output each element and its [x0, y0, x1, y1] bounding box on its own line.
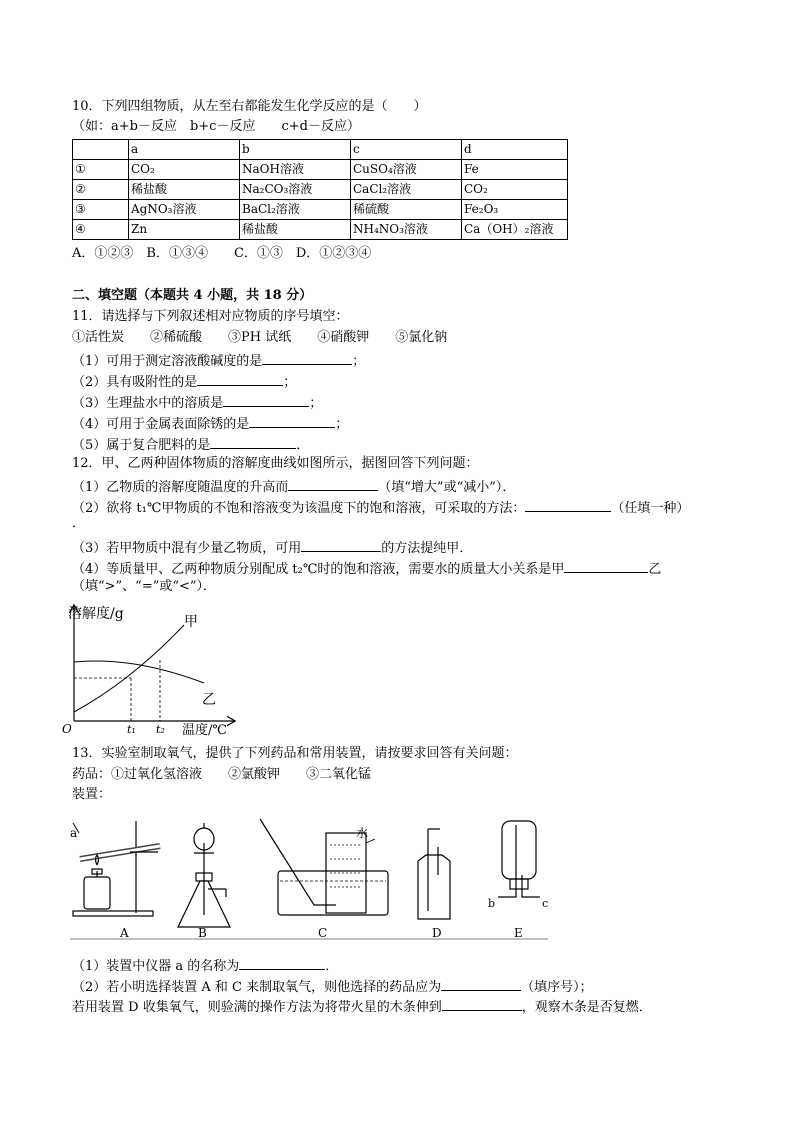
q13-part-1-text: （1）装置中仪器 a 的名称为: [72, 959, 240, 974]
answer-blank[interactable]: [197, 371, 283, 386]
table-cell: NaOH溶液: [240, 160, 351, 180]
q11-item-2-end: ；: [283, 375, 297, 390]
q12-stem: 12．甲、乙两种固体物质的溶解度曲线如图所示，据图回答下列问题：: [72, 456, 479, 471]
table-cell: Ca（OH）₂溶液: [462, 220, 568, 240]
curve-yi: [74, 661, 204, 683]
q13-part-1-end: ．: [325, 959, 339, 974]
table-cell: BaCl₂溶液: [240, 200, 351, 220]
section-title: 二、填空题（本题共 4 小题，共 18 分）: [72, 288, 313, 303]
q13-part-2-text: （2）若小明选择装置 A 和 C 来制取氧气，则他选择的药品应为: [72, 980, 442, 995]
label-E: E: [514, 926, 523, 940]
q11-item-1: [72, 350, 365, 371]
q10-table: [72, 139, 568, 240]
q11-item-4-text: （4）可用于金属表面除锈的是: [72, 417, 250, 432]
table-cell: Zn: [129, 220, 240, 240]
q11-item-4-end: ；: [335, 417, 349, 432]
answer-blank[interactable]: [301, 537, 381, 552]
q12-part-2: [72, 497, 689, 518]
q13-stem: 13．实验室制取氧气，提供了下列药品和常用装置，请按要求回答有关问题：: [72, 746, 518, 761]
answer-blank[interactable]: [441, 976, 521, 991]
q11-item-1-end: ；: [352, 354, 366, 369]
q12-part-2-end: （任填一种）: [611, 501, 690, 516]
label-a: a: [70, 826, 78, 840]
q10-stem: 10．下列四组物质，从左至右都能发生化学反应的是（ ）: [72, 99, 427, 114]
table-cell: 稀盐酸: [240, 220, 351, 240]
table-cell: CO₂: [129, 160, 240, 180]
answer-blank[interactable]: [288, 476, 378, 491]
origin-label: O: [62, 722, 72, 736]
curve-jia-label: 甲: [184, 614, 198, 630]
table-cell: c: [351, 140, 462, 160]
q12-part-1-text: （1）乙物质的溶解度随温度的升高而: [72, 480, 289, 495]
table-cell: 稀硫酸: [351, 200, 462, 220]
table-cell: a: [129, 140, 240, 160]
apparatus-c: [260, 819, 388, 915]
q12-part-2-text: （2）欲将 t₁℃甲物质的不饱和溶液变为该温度下的饱和溶液，可采取的方法：: [72, 501, 526, 516]
label-water: 水: [356, 826, 369, 840]
q12-part-1: [72, 476, 515, 497]
q12-part-2-cont: ．: [72, 516, 86, 531]
t2-label: t₂: [156, 723, 165, 736]
curve-yi-label: 乙: [202, 692, 216, 708]
apparatus-e: [498, 821, 540, 897]
table-row: [73, 220, 568, 240]
q11-choices: ①活性炭 ②稀硫酸 ③PH 试纸 ④硝酸钾 ⑤氯化钠: [72, 330, 448, 345]
q11-item-3: [72, 392, 322, 413]
answer-blank[interactable]: [210, 434, 296, 449]
table-cell: CaCl₂溶液: [351, 180, 462, 200]
label-A: A: [120, 926, 129, 940]
table-row: [73, 160, 568, 180]
label-B: B: [198, 926, 207, 940]
curve-jia: [74, 625, 184, 712]
table-cell: ①: [73, 160, 129, 180]
q13-part-3-text: 若用装置 D 收集氧气，则验满的操作方法为将带火星的木条伸到: [72, 1000, 442, 1015]
label-c-tube: c: [542, 897, 549, 910]
q12-part-1-end: （填“增大”或“减小”）．: [378, 480, 516, 495]
table-cell: 稀盐酸: [129, 180, 240, 200]
table-row: [73, 200, 568, 220]
q10-note: （如：a+b－反应 b+c－反应 c+d－反应）: [72, 119, 360, 134]
table-cell: Fe: [462, 160, 568, 180]
t1-label: t₁: [127, 723, 136, 736]
q11-item-2-text: （2）具有吸附性的是: [72, 375, 198, 390]
table-cell: b: [240, 140, 351, 160]
answer-blank[interactable]: [442, 996, 522, 1011]
table-cell: d: [462, 140, 568, 160]
answer-blank[interactable]: [223, 392, 309, 407]
q10-options: A．①②③ B．①③④ C．①③ D．①②③④: [72, 246, 372, 261]
table-cell: Fe₂O₃: [462, 200, 568, 220]
q13-part-3: [72, 996, 652, 1017]
q11-item-2: [72, 371, 296, 392]
answer-blank[interactable]: [249, 413, 335, 428]
q12-part-3-text: （3）若甲物质中混有少量乙物质，可用: [72, 541, 302, 556]
table-cell: CO₂: [462, 180, 568, 200]
q12-part-4: [72, 558, 661, 579]
q13-part-3-end: ，观察木条是否复燃．: [521, 1000, 652, 1015]
q11-item-1-text: （1）可用于测定溶液酸碱度的是: [72, 354, 263, 369]
answer-blank[interactable]: [262, 350, 352, 365]
q11-item-5: [72, 434, 309, 455]
table-cell: [73, 140, 129, 160]
q12-part-4-text: （4）等质量甲、乙两种物质分别配成 t₂℃时的饱和溶液，需要水的质量大小关系是甲: [72, 562, 565, 577]
q11-item-3-text: （3）生理盐水中的溶质是: [72, 396, 224, 411]
q11-item-3-end: ；: [309, 396, 323, 411]
table-row: [73, 180, 568, 200]
x-axis-label: 温度/℃: [182, 723, 227, 738]
answer-blank[interactable]: [564, 558, 648, 573]
q12-part-4-end: 乙: [648, 562, 662, 577]
answer-blank[interactable]: [525, 497, 611, 512]
table-cell: ③: [73, 200, 129, 220]
q12-part-3-end: 的方法提纯甲．: [381, 541, 473, 556]
q11-item-5-text: （5）属于复合肥料的是: [72, 438, 211, 453]
label-b-tube: b: [488, 897, 496, 910]
table-cell: NH₄NO₃溶液: [351, 220, 462, 240]
answer-blank[interactable]: [239, 955, 325, 970]
label-D: D: [432, 926, 442, 940]
q13-part-2: [72, 976, 593, 997]
q13-part-1: [72, 955, 338, 976]
label-C: C: [318, 926, 328, 940]
q13-part-2-end: （填序号）；: [521, 980, 593, 995]
y-axis-label: 溶解度/g: [68, 606, 124, 622]
q13-apparatus-label: 装置：: [72, 787, 112, 802]
apparatus-a: [73, 821, 160, 916]
apparatus-b: [178, 823, 230, 927]
q12-part-3: [72, 537, 472, 558]
q11-item-5-end: ．: [296, 438, 310, 453]
q11-item-4: [72, 413, 348, 434]
solubility-graph: [64, 600, 244, 742]
apparatus-d: [418, 829, 450, 919]
table-cell: CuSO₄溶液: [351, 160, 462, 180]
q11-stem: 11．请选择与下列叙述相对应物质的序号填空：: [72, 309, 349, 324]
table-cell: Na₂CO₃溶液: [240, 180, 351, 200]
table-cell: ④: [73, 220, 129, 240]
table-row: [73, 140, 568, 160]
q13-drugs: 药品：①过氧化氢溶液 ②氯酸钾 ③二氧化锰: [72, 767, 372, 782]
apparatus-figure: [70, 815, 550, 943]
table-cell: AgNO₃溶液: [129, 200, 240, 220]
table-cell: ②: [73, 180, 129, 200]
q12-part-4-cont: （填“>”、“=”或“<”）．: [72, 579, 217, 594]
